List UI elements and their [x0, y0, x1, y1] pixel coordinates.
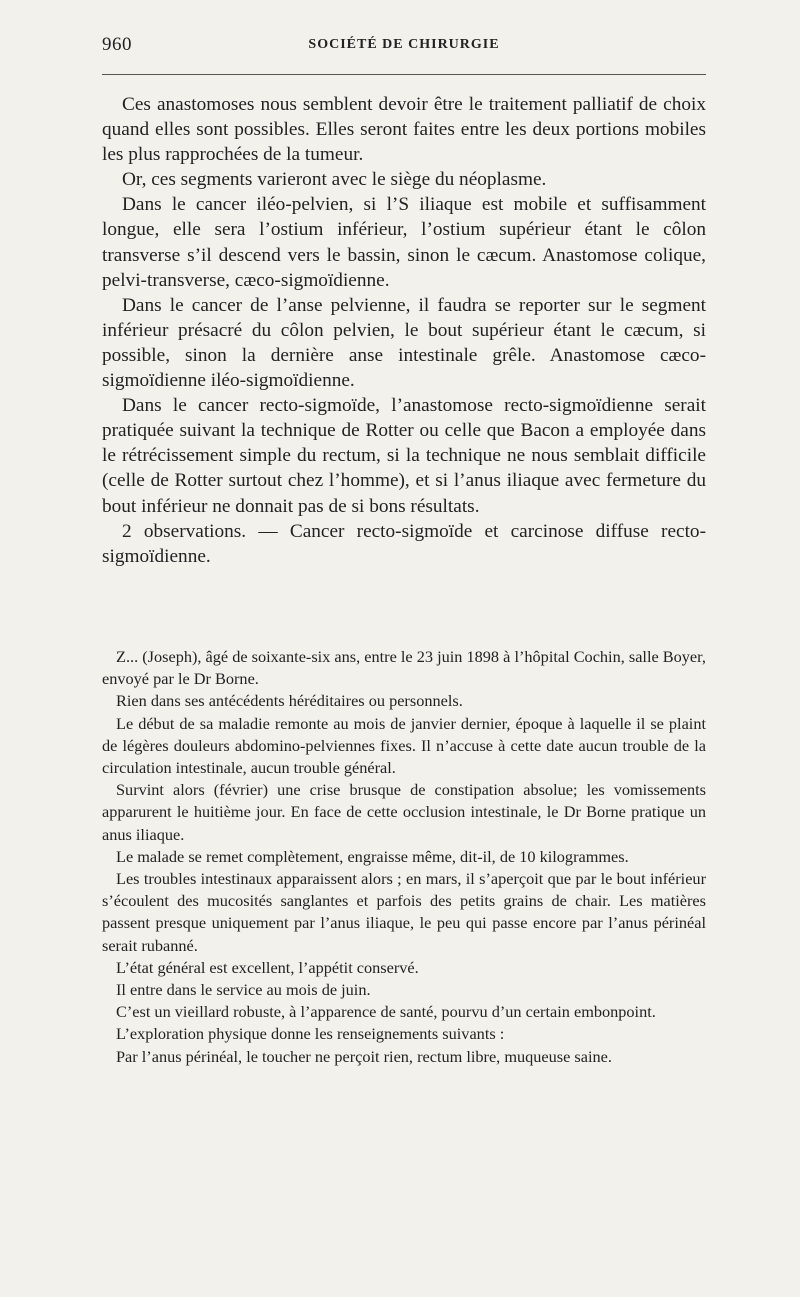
main-text [102, 92, 706, 569]
observation-paragraph: L’exploration physique donne les renseignements suivants : [116, 1024, 505, 1044]
observation-paragraph: Le malade se remet complètement, engraisse même, dit-il, de 10 kilogrammes. [116, 846, 629, 866]
observation-paragraph: C’est un vieillard robuste, à l’apparence de santé, pourvu d’un certain embonpoint. [116, 1002, 656, 1022]
header-rule [102, 74, 706, 75]
paragraph: 2 observations. — Cancer recto-sigmoïde et carcinose diffuse recto-sigmoïdienne. [102, 520, 706, 567]
observation-paragraph: Par l’anus périnéal, le toucher ne perçoit rien, rectum libre, muqueuse saine. [116, 1046, 612, 1066]
observation-paragraph: Le début de sa maladie remonte au mois de janvier dernier, époque à laquelle il se plaint de légères douleurs abdomino-pelviennes fixes. Il n’accuse à cette date aucun trouble de la circulation intestinale, aucun trouble général. [102, 713, 706, 778]
paragraph: Dans le cancer de l’anse pelvienne, il faudra se reporter sur le segment inférieur présacré du côlon pelvien, le bout supérieur étant le cæcum, si possible, sinon la dernière anse intestinale grêle. Anastomose cæco-sigmoïdienne iléo-sigmoïdienne. [102, 294, 706, 392]
observation-paragraph: Rien dans ses antécédents héréditaires ou personnels. [116, 691, 463, 711]
observation-paragraph: Les troubles intestinaux apparaissent alors ; en mars, il s’aperçoit que par le bout inférieur s’écoulent des mucosités sanglantes et parfois des petits grains de chair. Les matières passent presque uniquement par l’anus iliaque, le peu qui passe encore par l’anus périnéal serait rubanné. [102, 869, 706, 955]
observation-text [102, 646, 706, 1068]
page-number: 960 [102, 34, 132, 55]
paragraph: Or, ces segments varieront avec le siège du néoplasme. [122, 169, 547, 191]
observation-paragraph: Z... (Joseph), âgé de soixante-six ans, entre le 23 juin 1898 à l’hôpital Cochin, salle Boyer, envoyé par le Dr Borne. [102, 647, 706, 689]
observation-paragraph: Survint alors (février) une crise brusque de constipation absolue; les vomissements apparurent le huitième jour. En face de cette occlusion intestinale, le Dr Borne pratique un anus iliaque. [102, 780, 706, 844]
observation-paragraph: L’état général est excellent, l’appétit conservé. [116, 957, 419, 977]
running-title: SOCIÉTÉ DE CHIRURGIE [308, 37, 500, 52]
paragraph: Dans le cancer recto-sigmoïde, l’anastomose recto-sigmoïdienne serait pratiquée suivant la technique de Rotter ou celle que Bacon a employée dans le rétrécissement simple du rectum, si la technique ne nous semblait difficile (celle de Rotter surtout chez l’homme), et si l’anus iliaque avec fermeture du bout inférieur ne donnait pas de si bons résultats. [102, 395, 706, 517]
paragraph: Dans le cancer iléo-pelvien, si l’S iliaque est mobile et suffisamment longue, elle sera l’ostium inférieur, l’ostium supérieur étant le côlon transverse s’il descend vers le bassin, sinon le cæcum. Anastomose colique, pelvi-transverse, cæco-sigmoïdienne. [102, 194, 706, 291]
page-header [102, 34, 706, 64]
observation-paragraph: Il entre dans le service au mois de juin. [116, 980, 371, 1000]
paragraph: Ces anastomoses nous semblent devoir être le traitement palliatif de choix quand elles sont possibles. Elles seront faites entre les deux portions mobiles les plus rapprochées de la tumeur. [102, 94, 706, 166]
